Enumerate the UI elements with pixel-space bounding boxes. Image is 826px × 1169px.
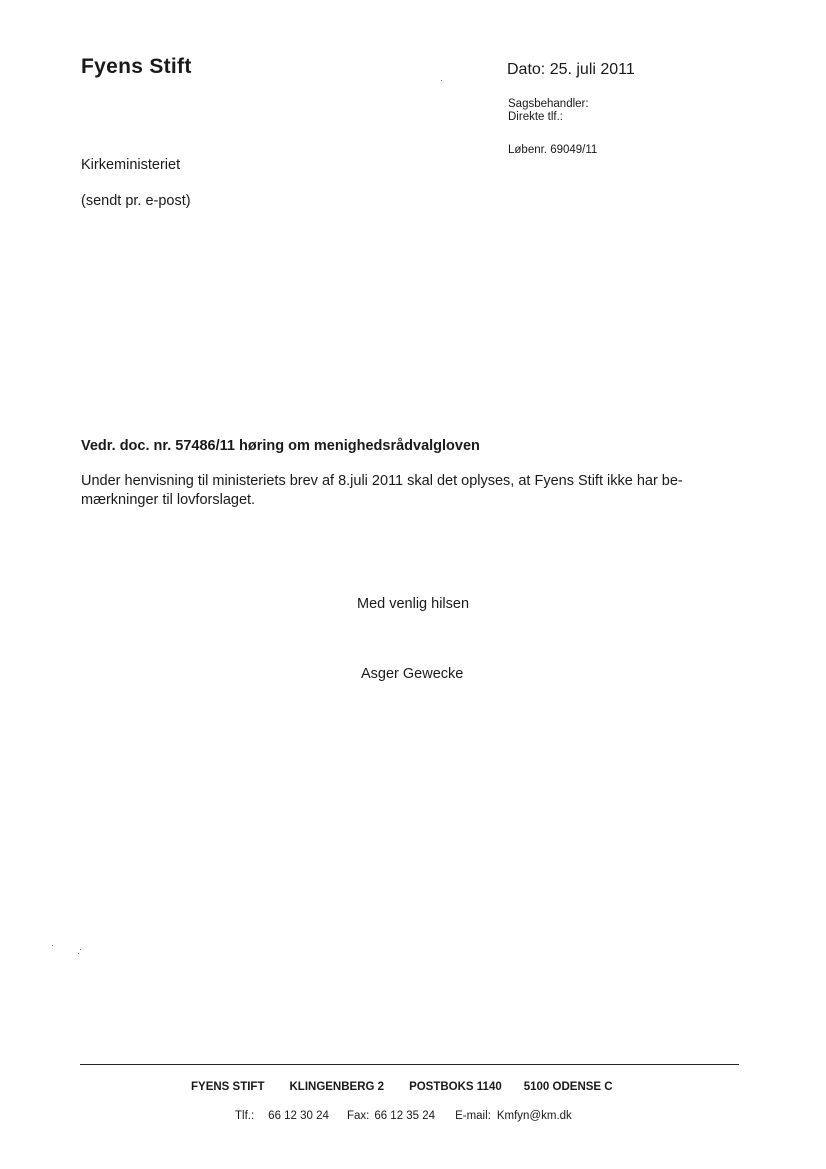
closing-greeting: Med venlig hilsen [357, 596, 470, 612]
scan-speck [52, 945, 53, 946]
footer-address [191, 1081, 613, 1093]
delivery-note: (sendt pr. e-post) [81, 193, 191, 209]
footer-divider [80, 1064, 739, 1065]
letter-subject: Vedr. doc. nr. 57486/11 høring om menighedsrådvalgloven [81, 438, 480, 454]
footer-org: FYENS STIFT [191, 1081, 265, 1093]
letter-body-line: Under henvisning til ministeriets brev af 8.juli 2011 skal det oplyses, at Fyens Stift ikke har be- [81, 473, 683, 489]
direct-phone-label: Direkte tlf.: [508, 111, 563, 123]
letter-body-line: mærkninger til lovforslaget. [81, 492, 256, 508]
footer-phone: 66 12 30 24 [268, 1110, 329, 1122]
letter-date: Dato: 25. juli 2011 [507, 61, 635, 78]
recipient-name: Kirkeministeriet [81, 157, 181, 173]
case-officer-label: Sagsbehandler: [508, 98, 589, 110]
footer-city: 5100 ODENSE C [523, 1081, 613, 1093]
scan-speck [80, 949, 81, 950]
footer-fax-label: Fax: [346, 1110, 370, 1122]
sender-name: Fyens Stift [81, 55, 192, 78]
footer-phone-label: Tlf.: [235, 1110, 255, 1122]
footer-contact [235, 1110, 572, 1122]
signer-name: Asger Gewecke [361, 666, 464, 682]
footer-po-box: POSTBOKS 1140 [409, 1081, 502, 1093]
footer-street: KLINGENBERG 2 [289, 1081, 385, 1093]
footer-fax: 66 12 35 24 [374, 1110, 436, 1122]
footer-email: Kmfyn@km.dk [496, 1110, 572, 1122]
scan-speck [441, 80, 442, 81]
scan-speck [78, 953, 79, 954]
footer-email-label: E-mail: [455, 1110, 491, 1122]
letter-body [81, 472, 731, 510]
serial-number: Løbenr. 69049/11 [508, 144, 598, 156]
